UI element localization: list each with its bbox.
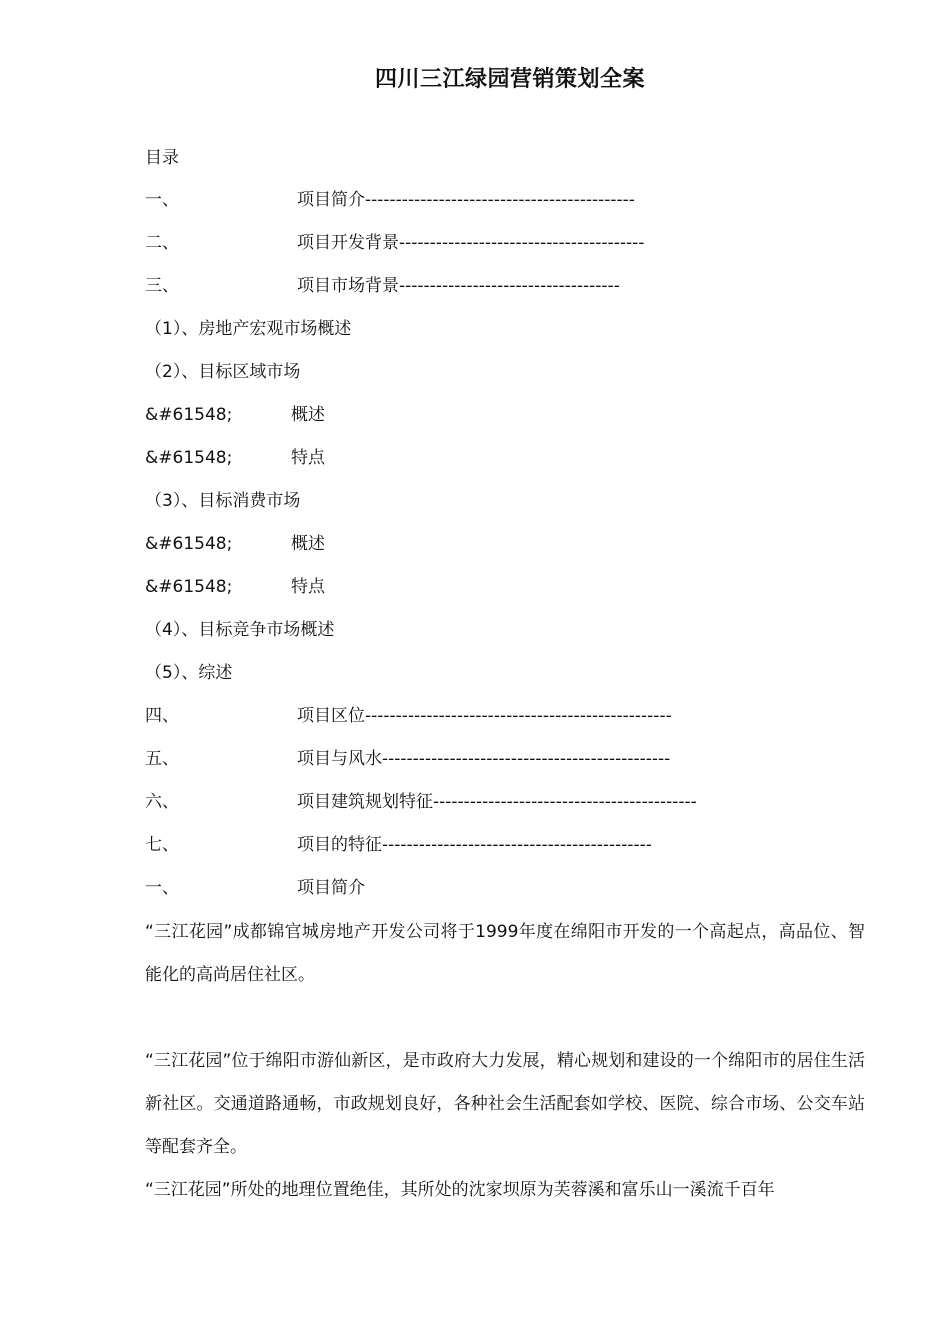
toc-subitem xyxy=(145,360,300,384)
toc-bullet-text: 特点 xyxy=(291,577,325,597)
toc-subitem-text: （3）、目标消费市场 xyxy=(145,491,301,511)
toc-subitem-text: （5）、综述 xyxy=(145,663,233,683)
body-paragraph: “三江花园”所处的地理位置绝佳，其所处的沈家坝原为芙蓉溪和富乐山一溪流千百年 xyxy=(145,1180,775,1200)
toc-heading: 目录 xyxy=(145,148,179,168)
toc-bullet-text: 特点 xyxy=(291,448,325,468)
toc-bullet-text: 概述 xyxy=(291,405,325,425)
toc-bullet-item xyxy=(145,575,325,599)
toc-item-number: 六、 xyxy=(145,792,179,812)
toc-item-text: 项目建筑规划特征------------------------------------------- xyxy=(297,792,697,812)
toc-item-text: 项目区位-------------------------------------------------- xyxy=(297,706,672,726)
toc-bullet-item xyxy=(145,446,325,470)
toc-item-number: 四、 xyxy=(145,706,179,726)
section-heading xyxy=(145,876,365,900)
toc-item xyxy=(145,188,635,212)
body-paragraph: “三江花园”位于绵阳市游仙新区，是市政府大力发展，精心规划和建设的一个绵阳市的居住生活新社区。交通道路通畅，市政规划良好，各种社会生活配套如学校、医院、综合市场、公交车站等配套齐全。 xyxy=(145,1051,865,1157)
bullet-entity-text: &#61548; xyxy=(145,448,233,468)
toc-item xyxy=(145,704,672,728)
section-title: 项目简介 xyxy=(297,878,365,898)
toc-item-number: 五、 xyxy=(145,749,179,769)
toc-subitem xyxy=(145,618,334,642)
toc-bullet-item xyxy=(145,532,325,556)
bullet-entity-text: &#61548; xyxy=(145,534,233,554)
toc-item-text: 项目开发背景---------------------------------------- xyxy=(297,233,645,253)
toc-subitem-text: （4）、目标竞争市场概述 xyxy=(145,620,335,640)
toc-item xyxy=(145,747,670,771)
toc-item-text: 项目的特征-------------------------------------------- xyxy=(297,835,652,855)
toc-bullet-item xyxy=(145,403,325,427)
toc-item-text: 项目与风水----------------------------------------------- xyxy=(297,749,671,769)
body-paragraph: “三江花园”成都锦官城房地产开发公司将于1999年度在绵阳市开发的一个高起点，高品位、智能化的高尚居住社区。 xyxy=(145,922,865,985)
toc-item xyxy=(145,231,644,255)
toc-item-text: 项目市场背景------------------------------------ xyxy=(297,276,620,296)
toc-item-number: 一、 xyxy=(145,190,179,210)
toc-item xyxy=(145,790,697,814)
toc-item-number: 三、 xyxy=(145,276,179,296)
toc-item-number: 七、 xyxy=(145,835,179,855)
toc-subitem-text: （1）、房地产宏观市场概述 xyxy=(145,319,352,339)
bullet-entity-text: &#61548; xyxy=(145,405,233,425)
toc-subitem-text: （2）、目标区域市场 xyxy=(145,362,301,382)
bullet-entity-text: &#61548; xyxy=(145,577,233,597)
toc-bullet-text: 概述 xyxy=(291,534,325,554)
section-number: 一、 xyxy=(145,878,179,898)
document-title: 四川三江绿园营销策划全案 xyxy=(374,67,645,92)
toc-subitem xyxy=(145,661,232,685)
toc-item xyxy=(145,274,620,298)
toc-item xyxy=(145,833,652,857)
toc-subitem xyxy=(145,317,351,341)
toc-item-text: 项目简介-------------------------------------------- xyxy=(297,190,635,210)
toc-subitem xyxy=(145,489,300,513)
toc-item-number: 二、 xyxy=(145,233,179,253)
